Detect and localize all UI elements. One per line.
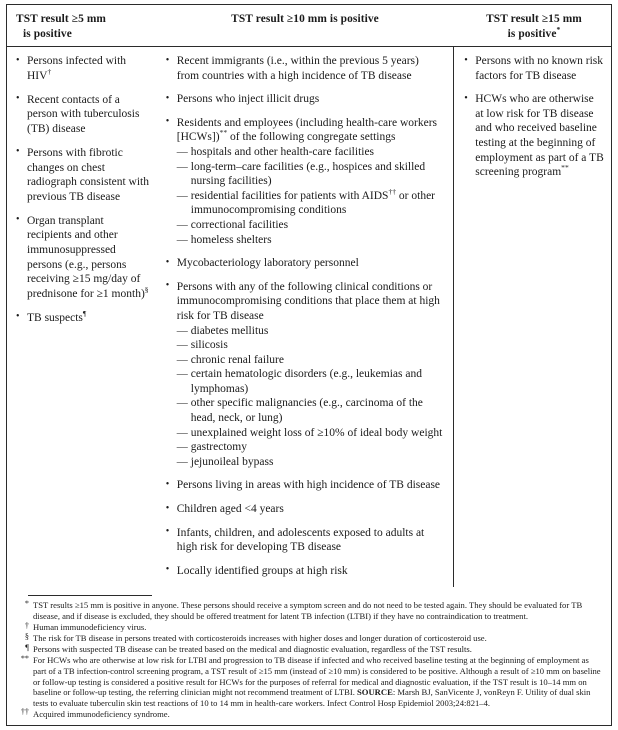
criteria-subitem-list xyxy=(177,324,444,470)
table-content xyxy=(6,4,612,726)
criteria-item-text: Residents and employees (including health-care workers [HCWs]) xyxy=(176,116,438,144)
header-15mm-line1: TST result ≥15 mm xyxy=(486,13,582,25)
criteria-subitem: — diabetes mellitus xyxy=(177,324,444,339)
criteria-subitem: — hospitals and other health-care facilities xyxy=(177,145,444,160)
criteria-subitem: — other specific malignancies (e.g., carcinoma of the head, neck, or lung) xyxy=(177,396,444,425)
footnote-text: The risk for TB disease in persons treated with corticosteroids increases with higher doses and longer duration of corticosteroid use. xyxy=(33,633,487,644)
criteria-list-15mm xyxy=(464,54,604,180)
footnote-separator-rule xyxy=(28,595,152,596)
footnote-list xyxy=(16,600,602,719)
criteria-item xyxy=(166,54,444,83)
criteria-item xyxy=(166,280,444,470)
footnote-text: Acquired immunodeficiency syndrome. xyxy=(33,708,170,719)
footnote-entry xyxy=(16,600,602,621)
table-header-row xyxy=(6,4,612,41)
criteria-subitem: — residential facilities for patients with AIDS†† or other immunocompromising conditions xyxy=(177,189,444,218)
footnote-entry xyxy=(16,644,602,655)
criteria-item xyxy=(166,116,444,247)
criteria-item-text: Children aged <4 years xyxy=(176,503,284,516)
footnotes-section xyxy=(6,595,612,726)
body-cell-15mm xyxy=(454,54,612,587)
criteria-item-text: Organ transplant recipients and other immunosuppressed persons (e.g., persons receiving ≥15 mg/day of prednisone for ≥1 month) xyxy=(27,214,145,300)
footnote-entry xyxy=(16,655,602,708)
criteria-item-text: Persons infected with HIV xyxy=(27,55,127,82)
footnote-marker: ¶ xyxy=(25,642,29,652)
body-cell-10mm xyxy=(158,54,454,587)
footnote-entry xyxy=(16,622,602,633)
criteria-item-text: Recent contacts of a person with tuberculosis (TB) disease xyxy=(27,93,140,135)
footnote-marker: ** xyxy=(561,163,569,173)
table-body-row xyxy=(6,47,612,587)
criteria-item-text: Locally identified groups at high risk xyxy=(176,564,348,577)
header-15mm-footnote-marker: * xyxy=(556,24,561,34)
header-10mm-line1: TST result ≥10 mm is positive xyxy=(231,13,379,25)
criteria-item xyxy=(16,93,150,137)
criteria-item xyxy=(16,214,150,302)
criteria-subitem: — certain hematologic disorders (e.g., leukemias and lymphomas) xyxy=(177,367,444,396)
footnote-marker: † xyxy=(47,66,52,76)
criteria-item-text: TB suspects xyxy=(27,311,83,324)
footnote-entry xyxy=(16,709,602,720)
footnote-marker: † xyxy=(24,620,29,630)
criteria-item xyxy=(16,311,150,326)
criteria-item xyxy=(166,564,444,579)
criteria-subitem: — chronic renal failure xyxy=(177,353,444,368)
criteria-subitem: — unexplained weight loss of ≥10% of ideal body weight xyxy=(177,426,444,441)
header-5mm-line1: TST result ≥5 mm xyxy=(16,13,107,25)
footnote-text: For HCWs who are otherwise at low risk for LTBI and progression to TB disease if infected and who received baseline testing at the beginning of employment as part of a TB infection-control screening program, a TST result of ≥15 mm (instead of ≥10 mm) is considered to be positive. Although a result of ≥10 mm on baseline or follow-up testing is considered a positive result for HCWs for the purposes of referral for medical and diagnostic evaluation, if the TST result is 10–14 mm on baseline or follow-up testing, the referring clinician might not recommend treatment of LTBI. SOURCE: Marsh BJ, SanVicente J, vonReyn F. Utility of dual skin tests to evaluate tuberculin skin test reactions of 10 to 14 mm in health-care workers. Infect Control Hosp Epidemiol 2003;24:821–4. xyxy=(33,655,601,708)
criteria-item xyxy=(16,146,150,204)
header-5mm-line2: is positive xyxy=(23,27,72,40)
criteria-item xyxy=(166,256,444,271)
criteria-item-text: HCWs who are otherwise at low risk for TB disease and who received baseline testing at the beginning of employment as part of a TB screening program xyxy=(475,93,604,179)
criteria-item-text: Persons with any of the following clinical conditions or immunocompromising conditions that place them at high risk for TB disease xyxy=(176,280,440,322)
footnote-text: Persons with suspected TB disease can be treated based on the medical and diagnostic evaluation, regardless of the TST results. xyxy=(33,644,472,655)
footnote-marker: †† xyxy=(20,707,29,717)
criteria-subitem: — homeless shelters xyxy=(177,233,444,248)
criteria-item xyxy=(166,92,444,107)
footnote-marker: * xyxy=(24,598,29,608)
header-cell-15mm xyxy=(454,12,612,41)
criteria-item-text: Mycobacteriology laboratory personnel xyxy=(176,257,359,270)
criteria-item xyxy=(16,54,150,83)
criteria-item-text-cont: of the following congregate settings xyxy=(227,131,396,144)
criteria-subitem: — jejunoileal bypass xyxy=(177,455,444,470)
footnote-marker: †† xyxy=(388,186,397,196)
criteria-list-5mm xyxy=(16,54,150,326)
criteria-subitem-list xyxy=(177,145,444,247)
criteria-subitem: — correctional facilities xyxy=(177,218,444,233)
footnote-marker: ¶ xyxy=(82,309,87,319)
criteria-subitem: — gastrectomy xyxy=(177,440,444,455)
footnote-entry xyxy=(16,633,602,644)
criteria-item xyxy=(166,526,444,555)
criteria-item-text: Persons living in areas with high incidence of TB disease xyxy=(176,479,441,492)
criteria-item xyxy=(166,502,444,517)
footnote-marker: § xyxy=(144,284,149,294)
body-cell-5mm xyxy=(6,54,158,587)
criteria-item-text: Persons with no known risk factors for TB disease xyxy=(475,55,604,82)
criteria-item-text: Infants, children, and adolescents exposed to adults at high risk for developing TB disease xyxy=(176,526,425,554)
criteria-item xyxy=(166,478,444,493)
criteria-item xyxy=(464,54,604,83)
footnote-text: Human immunodeficiency virus. xyxy=(33,622,147,633)
criteria-list-10mm xyxy=(166,54,444,578)
footnote-text: TST results ≥15 mm is positive in anyone. These persons should receive a symptom screen and do not need to be tested again. They should be evaluated for TB disease, and if disease is excluded, they should be offered treatment for latent TB infection (LTBI) if they have no contraindication to treatment. xyxy=(33,600,583,622)
footnote-marker: § xyxy=(24,631,29,641)
criteria-item-text: Persons with fibrotic changes on chest radiograph consistent with previous TB disease xyxy=(27,146,150,203)
criteria-item-text: Recent immigrants (i.e., within the previous 5 years) from countries with a high incidence of TB disease xyxy=(176,55,419,82)
footnote-source-label: SOURCE xyxy=(357,687,393,698)
header-15mm-line2: is positive* xyxy=(507,24,561,40)
criteria-subitem: — long-term–care facilities (e.g., hospices and skilled nursing facilities) xyxy=(177,160,444,189)
footnote-marker: ** xyxy=(20,653,29,663)
criteria-item-text: Persons who inject illicit drugs xyxy=(176,93,320,106)
header-cell-5mm xyxy=(6,12,158,41)
criteria-subitem: — silicosis xyxy=(177,338,444,353)
footnote-marker: ** xyxy=(219,128,228,138)
criteria-item xyxy=(464,92,604,180)
header-cell-10mm xyxy=(158,12,454,41)
